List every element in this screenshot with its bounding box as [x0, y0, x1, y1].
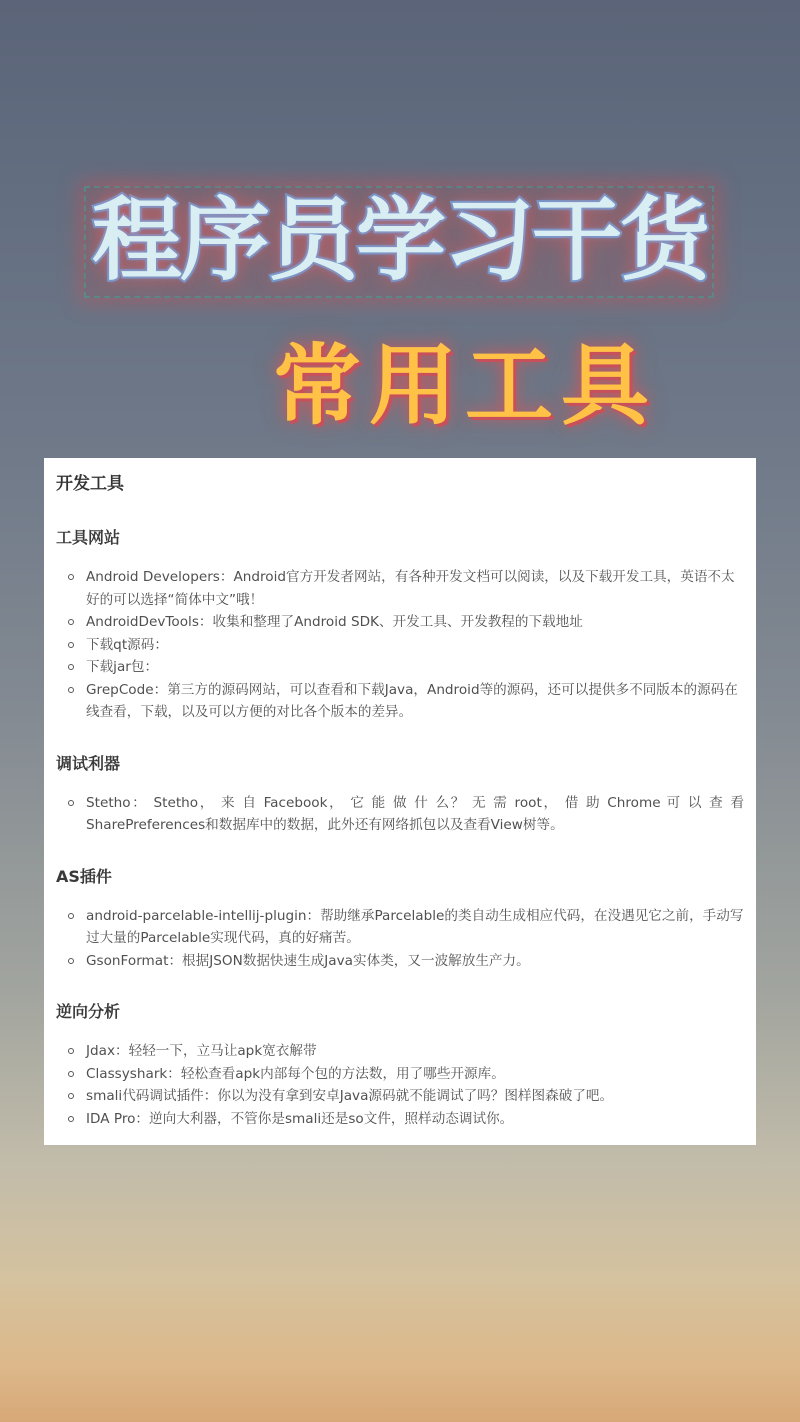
- hollow-circle-bullet-icon: [68, 619, 74, 625]
- section-debugging-tools: [56, 752, 744, 837]
- list-item: Android Developers：Android官方开发者网站，有各种开发文档可以阅读，以及下载开发工具，英语不太好的可以选择“简体中文”哦！: [86, 566, 744, 611]
- poster-subtitle-block: [0, 330, 800, 445]
- document-heading: 开发工具: [56, 474, 124, 494]
- document-card: [44, 458, 756, 1145]
- poster-subtitle: 常用工具: [272, 334, 657, 437]
- section-title: 调试利器: [56, 753, 121, 773]
- section-title: 逆向分析: [56, 1002, 121, 1021]
- hollow-circle-bullet-icon: [68, 574, 74, 580]
- hollow-circle-bullet-icon: [68, 1116, 74, 1122]
- list-item: AndroidDevTools：收集和整理了Android SDK、开发工具、开发教程的下载地址: [86, 611, 744, 634]
- list-item: IDA Pro：逆向大利器，不管你是smali还是so文件，照样动态调试你。: [86, 1108, 744, 1131]
- hollow-circle-bullet-icon: [68, 664, 74, 670]
- hollow-circle-bullet-icon: [68, 1071, 74, 1077]
- list-item: GrepCode：第三方的源码网站，可以查看和下载Java，Android等的源码，还可以提供多不同版本的源码在线查看，下载，以及可以方便的对比各个版本的差异。: [86, 679, 744, 724]
- tool-list: [56, 792, 744, 837]
- section-reverse-analysis: [56, 1000, 744, 1130]
- section-tool-websites: [56, 526, 744, 724]
- poster-title-block: [0, 182, 800, 300]
- tool-list: [56, 905, 744, 973]
- hollow-circle-bullet-icon: [68, 800, 74, 806]
- list-item: Jdax：轻轻一下，立马让apk宽衣解带: [86, 1040, 744, 1063]
- section-title: AS插件: [56, 866, 112, 886]
- list-item: Classyshark：轻松查看apk内部每个包的方法数，用了哪些开源库。: [86, 1063, 744, 1086]
- section-title: 工具网站: [56, 528, 121, 547]
- list-item: smali代码调试插件：你以为没有拿到安卓Java源码就不能调试了吗？图样图森破了吧。: [86, 1085, 744, 1108]
- hollow-circle-bullet-icon: [68, 1048, 74, 1054]
- list-item: 下载qt源码：: [86, 634, 744, 657]
- hollow-circle-bullet-icon: [68, 1093, 74, 1099]
- tool-list: [56, 1040, 744, 1130]
- poster-title: 程序员学习干货: [92, 188, 708, 293]
- list-item: GsonFormat：根据JSON数据快速生成Java实体类，又一波解放生产力。: [86, 950, 744, 973]
- section-as-plugins: [56, 865, 744, 973]
- hollow-circle-bullet-icon: [68, 913, 74, 919]
- list-item: 下载jar包：: [86, 656, 744, 679]
- tool-list: [56, 566, 744, 724]
- hollow-circle-bullet-icon: [68, 687, 74, 693]
- list-item: android-parcelable-intellij-plugin：帮助继承Parcelable的类自动生成相应代码，在没遇见它之前，手动写过大量的Parcelable实现代码，真的好痛苦。: [86, 905, 744, 950]
- list-item: Stetho： Stetho， 来 自 Facebook， 它 能 做 什 么？ 无 需 root， 借 助 Chrome 可 以 查 看 SharePreferences和数据库中的数据，此外还有网络抓包以及查看View树等。: [86, 792, 744, 837]
- hollow-circle-bullet-icon: [68, 958, 74, 964]
- hollow-circle-bullet-icon: [68, 642, 74, 648]
